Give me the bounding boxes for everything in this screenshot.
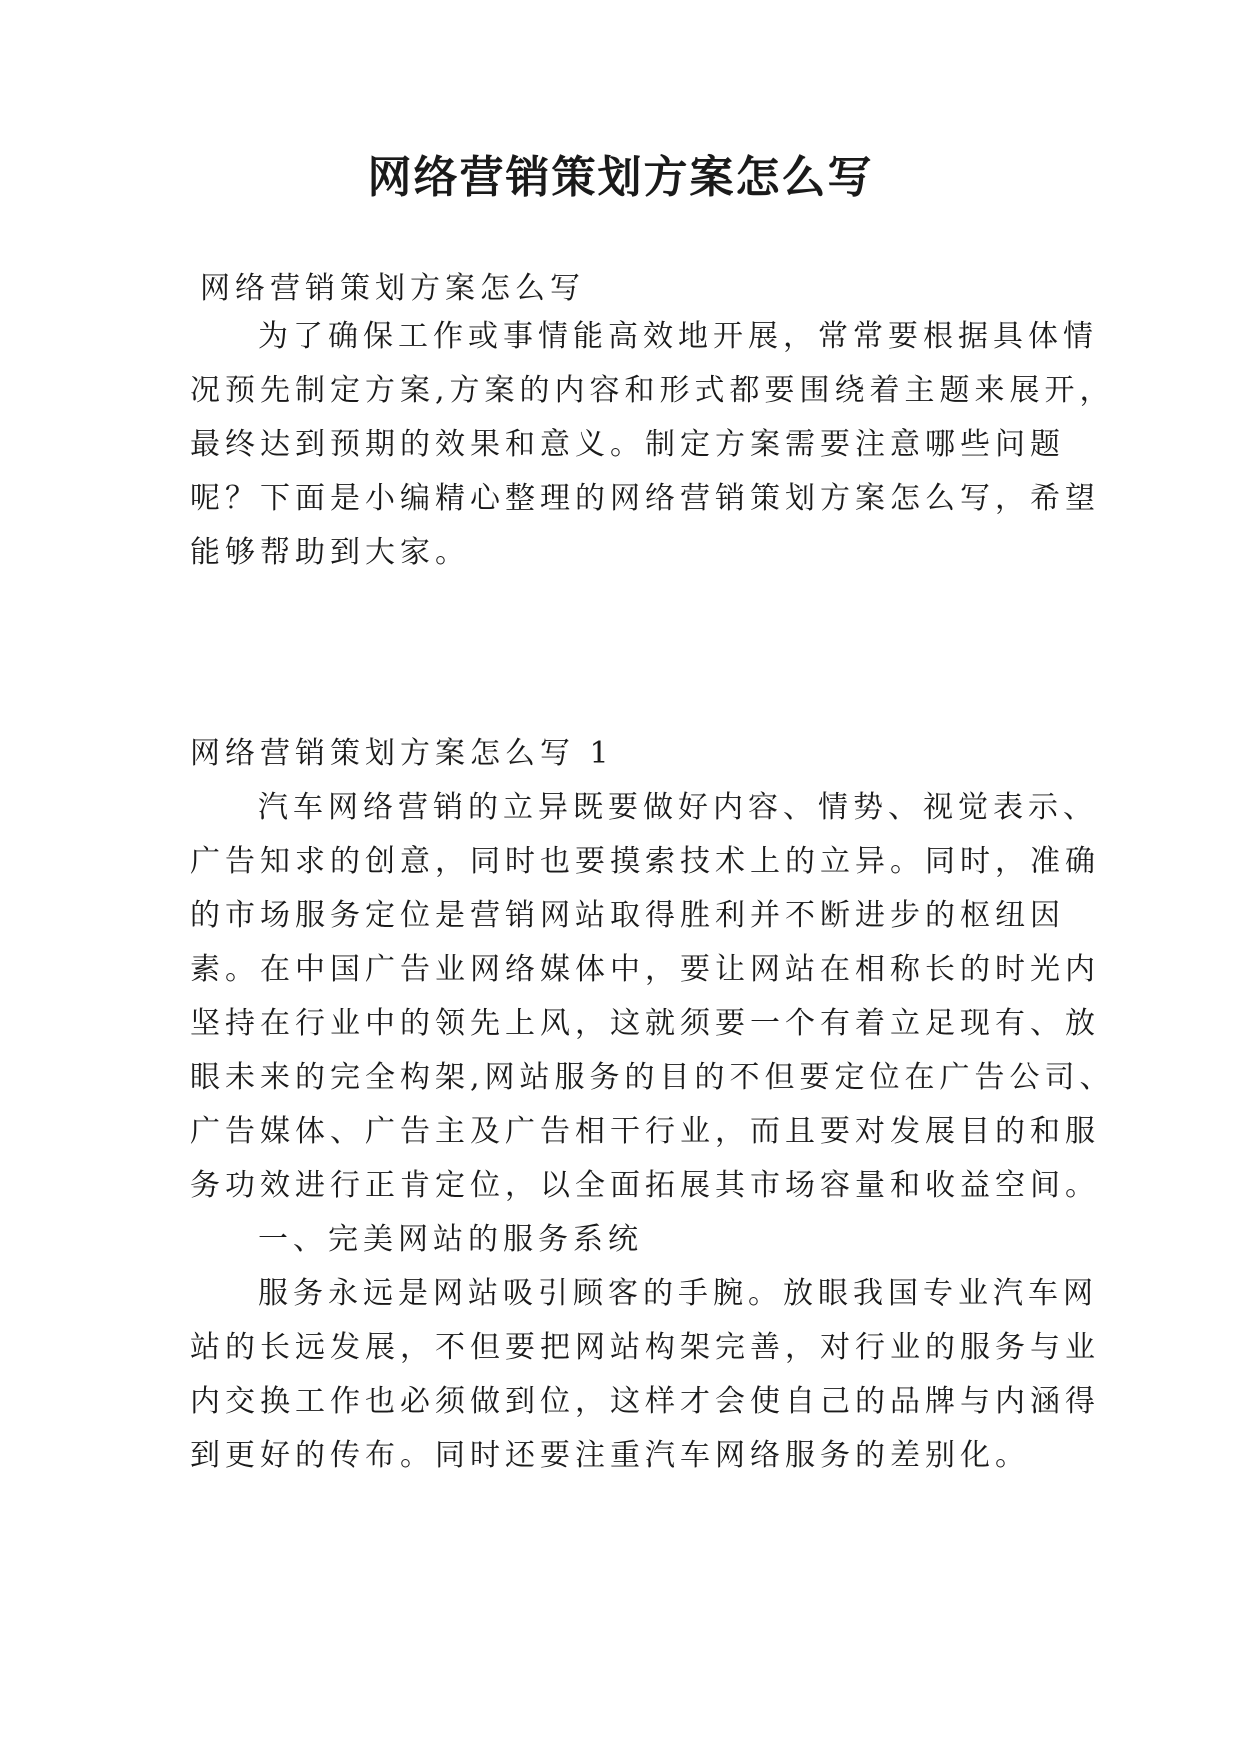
paragraph-line: 广告知求的创意，同时也要摸索技术上的立异。同时，准确 bbox=[190, 844, 1100, 879]
subsection-heading bbox=[190, 1213, 1070, 1267]
paragraph-line: 汽车网络营销的立异既要做好内容、情势、视觉表示、 bbox=[258, 790, 1098, 825]
intro-paragraph bbox=[190, 310, 1115, 580]
paragraph-line: 素。在中国广告业网络媒体中，要让网站在相称长的时光内 bbox=[190, 952, 1100, 987]
subtitle-line: 网络营销策划方案怎么写 bbox=[200, 271, 585, 306]
paragraph-line: 况预先制定方案,方案的内容和形式都要围绕着主题来展开， bbox=[190, 373, 1115, 408]
paragraph-line: 最终达到预期的效果和意义。制定方案需要注意哪些问题 bbox=[190, 427, 1065, 462]
paragraph-line: 站的长远发展，不但要把网站构架完善，对行业的服务与业 bbox=[190, 1330, 1100, 1365]
paragraph-line: 到更好的传布。同时还要注重汽车网络服务的差别化。 bbox=[190, 1438, 1030, 1473]
document-title: 网络营销策划方案怎么写 bbox=[367, 152, 874, 203]
section-heading bbox=[190, 727, 1070, 781]
section-paragraph-1 bbox=[190, 781, 1115, 1213]
paragraph-line: 为了确保工作或事情能高效地开展，常常要根据具体情 bbox=[258, 319, 1098, 354]
subsection-heading-text: 一、完美网站的服务系统 bbox=[258, 1222, 643, 1257]
section-heading-text: 网络营销策划方案怎么写 1 bbox=[190, 736, 614, 771]
paragraph-line: 眼未来的完全构架,网站服务的目的不但要定位在广告公司、 bbox=[190, 1060, 1115, 1095]
paragraph-line: 服务永远是网站吸引顾客的手腕。放眼我国专业汽车网 bbox=[258, 1276, 1098, 1311]
paragraph-line: 广告媒体、广告主及广告相干行业，而且要对发展目的和服 bbox=[190, 1114, 1100, 1149]
section-paragraph-2 bbox=[190, 1267, 1100, 1483]
paragraph-line: 的市场服务定位是营销网站取得胜利并不断进步的枢纽因 bbox=[190, 898, 1065, 933]
paragraph-line: 能够帮助到大家。 bbox=[190, 535, 470, 570]
paragraph-line: 内交换工作也必须做到位，这样才会使自己的品牌与内涵得 bbox=[190, 1384, 1100, 1419]
paragraph-line: 务功效进行正肯定位，以全面拓展其市场容量和收益空间。 bbox=[190, 1168, 1100, 1203]
paragraph-line: 呢？下面是小编精心整理的网络营销策划方案怎么写，希望 bbox=[190, 481, 1100, 516]
paragraph-line: 坚持在行业中的领先上风，这就须要一个有着立足现有、放 bbox=[190, 1006, 1100, 1041]
document-subtitle bbox=[200, 262, 1080, 316]
